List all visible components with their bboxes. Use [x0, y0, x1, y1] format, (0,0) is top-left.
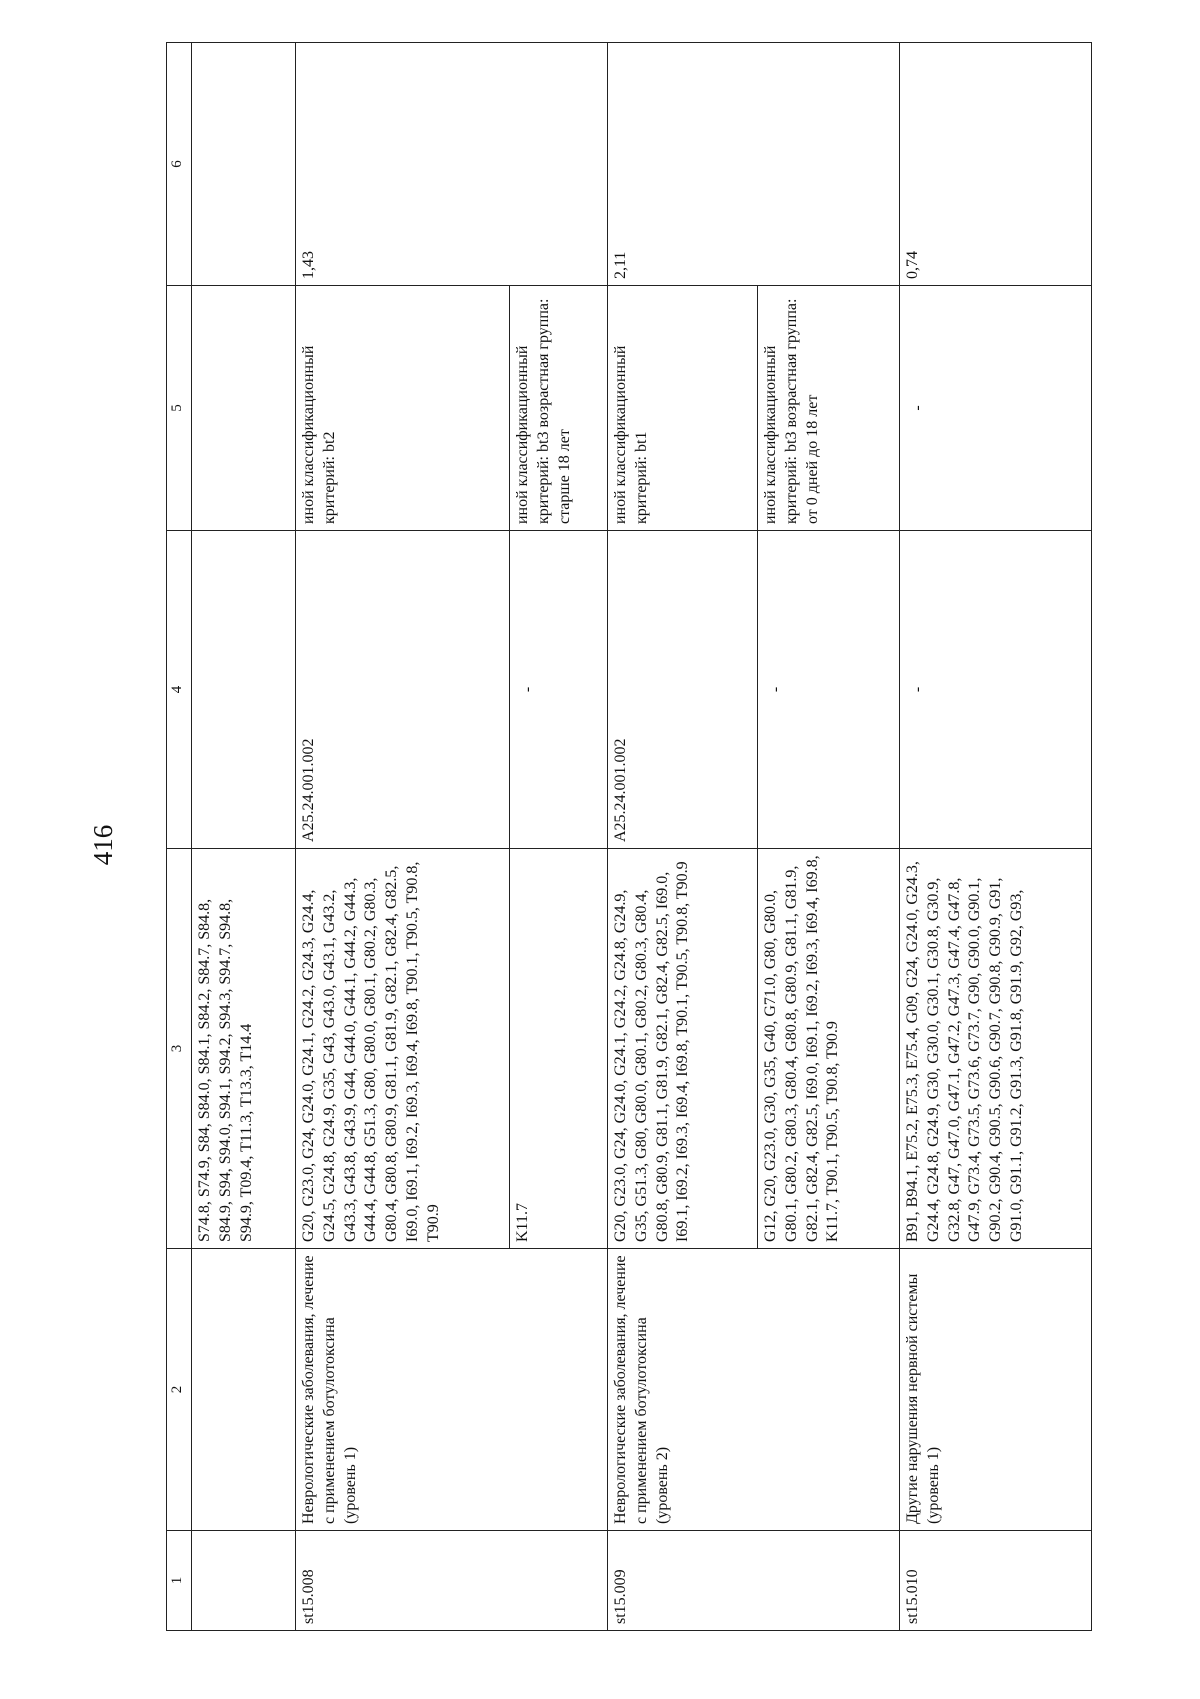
group-name-cell: Неврологические заболевания, лечение с применением ботулотоксина (уровень 2) [608, 1249, 900, 1531]
page-number: 416 [88, 824, 118, 866]
column-number-3: 3 [167, 849, 192, 1249]
diagnosis-codes-cell: G12, G20, G23.0, G30, G35, G40, G71.0, G80, G80.0, G80.1, G80.2, G80.3, G80.4, G80.8, G80.9, G81.1, G81.9, G82.1, G82.4, G82.5, I69.0, I69.1, I69.2, I69.3, I69.4, I69.8, K11.7, T90.1, T90.5, T90.8, T90.9 [758, 849, 900, 1249]
service-code-cell: A25.24.001.002 [296, 531, 510, 849]
continuation-service-cell [192, 531, 296, 849]
table-row [900, 43, 1092, 1631]
column-number-1: 1 [167, 1531, 192, 1631]
tariff-table [166, 42, 1092, 1631]
continuation-name-cell [192, 1249, 296, 1531]
classification-criteria-cell: иной классификационный критерий: bt2 [296, 286, 510, 531]
column-number-5: 5 [167, 286, 192, 531]
column-number-4: 4 [167, 531, 192, 849]
coefficient-cell: 0,74 [900, 43, 1092, 286]
coefficient-cell: 2,11 [608, 43, 900, 286]
group-name-cell: Неврологические заболевания, лечение с применением ботулотоксина (уровень 1) [296, 1249, 608, 1531]
continuation-row [192, 43, 296, 1631]
classification-criteria-cell: иной классификационный критерий: bt1 [608, 286, 758, 531]
diagnosis-codes-cell: G20, G23.0, G24, G24.0, G24.1, G24.2, G24.8, G24.9, G35, G51.3, G80, G80.0, G80.1, G80.2, G80.3, G80.4, G80.8, G80.9, G81.1, G81.9, G82.1, G82.4, G82.5, I69.0, I69.1, I69.2, I69.3, I69.4, I69.8, T90.1, T90.5, T90.8, T90.9 [608, 849, 758, 1249]
group-code-cell: st15.010 [900, 1531, 1092, 1631]
classification-criteria-cell: иной классификационный критерий: bt3 возрастная группа: старше 18 лет [510, 286, 608, 531]
group-code-cell: st15.008 [296, 1531, 608, 1631]
diagnosis-codes-cell: B91, B94.1, E75.2, E75.3, E75.4, G09, G24, G24.0, G24.3, G24.4, G24.8, G24.9, G30, G30.0, G30.1, G30.8, G30.9, G32.8, G47, G47.0, G47.1, G47.2, G47.3, G47.4, G47.8, G47.9, G73.4, G73.5, G73.6, G73.7, G90, G90.0, G90.1, G90.2, G90.4, G90.5, G90.6, G90.7, G90.8, G90.9, G91, G91.0, G91.1, G91.2, G91.3, G91.8, G91.9, G92, G93, [900, 849, 1092, 1249]
classification-criteria-cell: - [900, 286, 1092, 531]
continuation-coefficient-cell [192, 43, 296, 286]
group-code-cell: st15.009 [608, 1531, 900, 1631]
table-row [296, 43, 510, 1631]
group-name-cell: Другие нарушения нервной системы (уровень 1) [900, 1249, 1092, 1531]
classification-criteria-cell: иной классификационный критерий: bt3 возрастная группа: от 0 дней до 18 лет [758, 286, 900, 531]
column-number-6: 6 [167, 43, 192, 286]
table-row [608, 43, 758, 1631]
continuation-criteria-cell [192, 286, 296, 531]
column-number-row [167, 43, 192, 1631]
service-code-cell: - [510, 531, 608, 849]
service-code-cell: A25.24.001.002 [608, 531, 758, 849]
column-number-2: 2 [167, 1249, 192, 1531]
service-code-cell: - [758, 531, 900, 849]
diagnosis-codes-cell: K11.7 [510, 849, 608, 1249]
diagnosis-codes-cell: G20, G23.0, G24, G24.0, G24.1, G24.2, G24.3, G24.4, G24.5, G24.8, G24.9, G35, G43, G43.0, G43.1, G43.2, G43.3, G43.8, G43.9, G44, G44.0, G44.1, G44.2, G44.3, G44.4, G44.8, G51.3, G80, G80.0, G80.1, G80.2, G80.3, G80.4, G80.8, G80.9, G81.1, G81.9, G82.1, G82.4, G82.5, I69.0, I69.1, I69.2, I69.3, I69.4, I69.8, T90.1, T90.5, T90.8, T90.9 [296, 849, 510, 1249]
rotated-page [166, 43, 1092, 1631]
continuation-code-cell [192, 1531, 296, 1631]
coefficient-cell: 1,43 [296, 43, 608, 286]
continuation-diagnosis-cell: S74.8, S74.9, S84, S84.0, S84.1, S84.2, S84.7, S84.8, S84.9, S94, S94.0, S94.1, S94.2, S94.3, S94.7, S94.8, S94.9, T09.4, T11.3, T13.3, T14.4 [192, 849, 296, 1249]
service-code-cell: - [900, 531, 1092, 849]
